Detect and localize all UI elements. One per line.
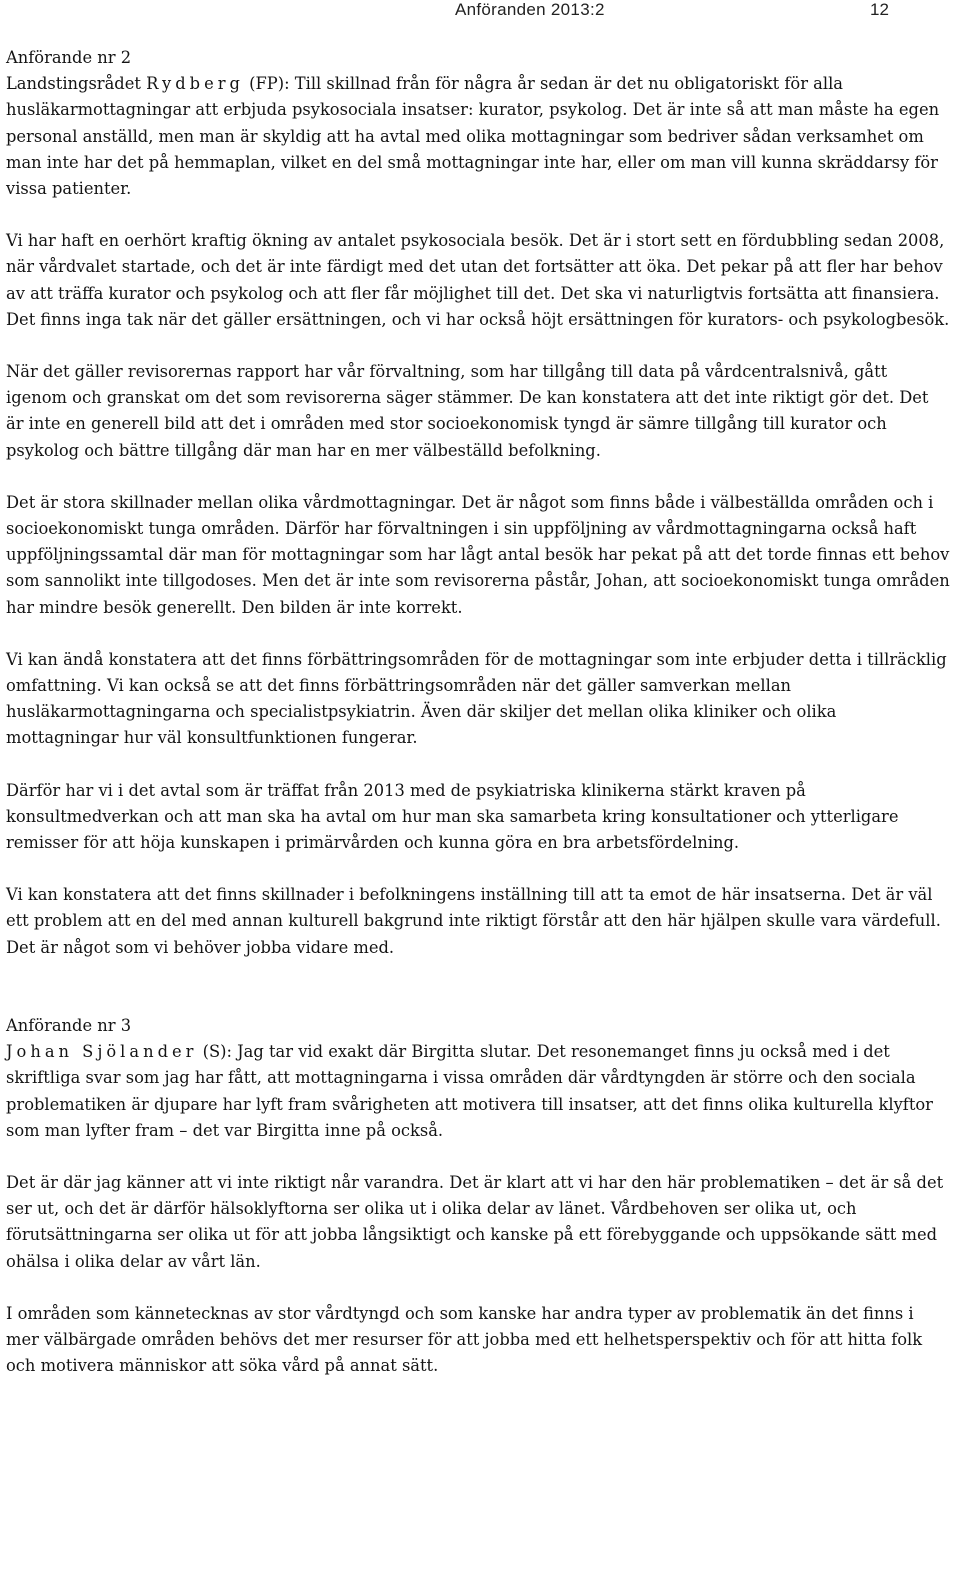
document-title: Anföranden 2013:2 bbox=[455, 0, 605, 19]
speaker-title: Landstingsrådet bbox=[6, 74, 141, 94]
speech-paragraph: I områden som kännetecknas av stor vårdtyngd och som kanske har andra typer av problematik än det finns i mer välbärgade områden behövs det mer resurser för att jobba med ett helhetsperspektiv och för att hitta folk och motivera människor att söka vård på annat sätt. bbox=[6, 1303, 923, 1376]
speech-paragraph: Vi har haft en oerhört kraftig ökning av antalet psykosociala besök. Det är i stort sett en fördubbling sedan 2008, när vårdvalet startade, och det är inte färdigt med det utan det fortsätter att öka. Det pekar på att fler har behov av att träffa kurator och psykolog och att fler får möjlighet till det. Det ska vi naturligtvis fortsätta att finansiera. Det finns inga tak när det gäller ersättningen, och vi har också höjt ersättningen för kurators- och psykologbesök. bbox=[6, 231, 950, 329]
page-header bbox=[0, 0, 960, 24]
speech-heading: Anförande nr 3 bbox=[6, 1015, 132, 1035]
speaker-party: (S): bbox=[202, 1042, 232, 1062]
speech-heading: Anförande nr 2 bbox=[6, 48, 132, 67]
speech-paragraph: Det är där jag känner att vi inte riktigt når varandra. Det är klart att vi har den här problematiken – det är så det ser ut, och det är därför hälsoklyftorna ser olika ut i olika delar av länet. Vårdbehoven ser olika ut, och förutsättningarna ser olika ut för att jobba långsiktigt och kanske på ett förebyggande och uppsökande sätt med ohälsa i olika delar av vårt län. bbox=[6, 1172, 944, 1271]
speech-paragraph: När det gäller revisorernas rapport har vår förvaltning, som har tillgång till data på vårdcentralsnivå, gått igenom och granskat om det som revisorerna säger stämmer. De kan konstatera att det inte riktigt gör det. Det är inte en generell bild att det i områden med stor socioekonomisk tyngd är sämre tillgång till kurator och psykolog och bättre tillgång där man har en mer välbeställd befolkning. bbox=[6, 362, 929, 460]
page-number: 12 bbox=[870, 0, 889, 19]
speech-paragraph: Det är stora skillnader mellan olika vårdmottagningar. Det är något som finns både i välbeställda områden och i socioekonomiskt tunga områden. Därför har förvaltningen i sin uppföljning av vårdmottagningarna också haft uppföljningssamtal där man för mottagningar som har lågt antal besök har pekat på att det torde finnas ett behov som sannolikt inte tillgodoses. Men det är inte som revisorerna påstår, Johan, att socioekonomiskt tunga områden har mindre besök generellt. Den bilden är inte korrekt. bbox=[6, 492, 950, 617]
paragraph-text: Jag tar vid exakt där Birgitta slutar. Det resonemanget finns ju också med i det skriftliga svar som jag har fått, att mottagningarna i vissa områden där vårdtyngden är större och den sociala problematiken är djupare har lyft fram svårigheten att motivera till insatser, att det finns olika kulturella klyftor som man lyfter fram – det var Birgitta inne på också. bbox=[6, 1042, 933, 1140]
speech-paragraph: Därför har vi i det avtal som är träffat från 2013 med de psykiatriska klinikerna stärkt kraven på konsultmedverkan och att man ska ha avtal om hur man ska samarbeta kring konsultationer och ytterligare remisser för att höja kunskapen i primärvården och kunna göra en bra arbetsfördelning. bbox=[6, 780, 899, 853]
paragraph-text: Till skillnad från för några år sedan är det nu obligatoriskt för alla husläkarmottagningar att erbjuda psykosociala insatser: kurator, psykolog. Det är inte så att man måste ha egen personal anställd, men man är skyldig att ha avtal med olika mottagningar som bedriver sådan verksamhet om man inte har det på hemmaplan, vilket en del små mottagningar inte har, eller om man vill kunna skräddarsy för vissa patienter. bbox=[6, 74, 940, 199]
document-body bbox=[6, 45, 951, 1405]
section-spacer bbox=[6, 987, 951, 1013]
speech-paragraph bbox=[6, 71, 951, 202]
speech-paragraph bbox=[6, 1039, 951, 1144]
speech-paragraph: Vi kan ändå konstatera att det finns förbättringsområden för de mottagningar som inte erbjuder detta i tillräcklig omfattning. Vi kan också se att det finns förbättringsområden när det gäller samverkan mellan husläkarmottagningarna och specialistpsykiatrin. Även där skiljer det mellan olika kliniker och olika mottagningar hur väl konsultfunktionen fungerar. bbox=[6, 649, 947, 748]
speech-paragraph: Vi kan konstatera att det finns skillnader i befolkningens inställning till att ta emot de här insatserna. Det är väl ett problem att en del med annan kulturell bakgrund inte riktigt förstår att den här hjälpen skulle vara värdefull. Det är något som vi behöver jobba vidare med. bbox=[6, 885, 941, 957]
speaker-party: (FP): bbox=[249, 74, 290, 94]
speaker-name: Rydberg bbox=[146, 74, 244, 94]
speaker-name: Johan Sjölander bbox=[6, 1042, 198, 1062]
